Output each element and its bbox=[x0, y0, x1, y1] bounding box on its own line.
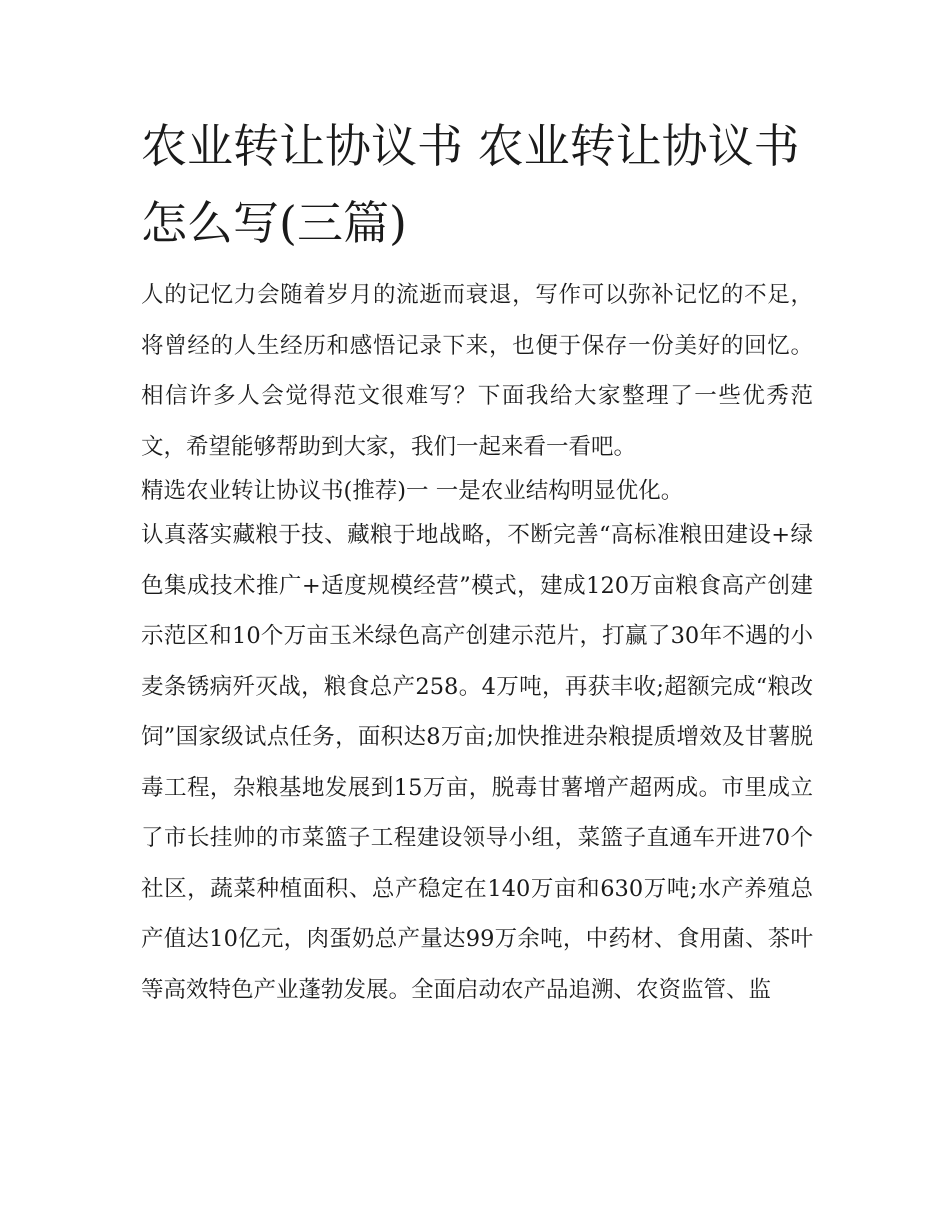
body-paragraph: 认真落实藏粮于技、藏粮于地战略，不断完善“高标准粮田建设+绿色集成技术推广+适度规模经营”模式，建成120万亩粮食高产创建示范区和10个万亩玉米绿色高产创建示范片，打赢了30年不遇的小麦条锈病歼灭战，粮食总产258。4万吨，再获丰收;超额完成“粮改饲”国家级试点任务，面积达8万亩;加快推进杂粮提质增效及甘薯脱毒工程，杂粮基地发展到15万亩，脱毒甘薯增产超两成。市里成立了市长挂帅的市菜篮子工程建设领导小组，菜篮子直通车开进70个社区，蔬菜种植面积、总产稳定在140万亩和630万吨;水产养殖总产值达10亿元，肉蛋奶总产量达99万余吨，中药材、食用菌、茶叶等高效特色产业蓬勃发展。全面启动农产品追溯、农资监管、监 bbox=[141, 522, 813, 1003]
document-title: 农业转让协议书 农业转让协议书怎么写(三篇) bbox=[141, 119, 800, 250]
document-body bbox=[141, 270, 813, 1015]
document-content bbox=[141, 108, 813, 1015]
section-heading-paragraph: 精选农业转让协议书(推荐)一 一是农业结构明显优化。 bbox=[141, 478, 684, 504]
intro-paragraph: 人的记忆力会随着岁月的流逝而衰退，写作可以弥补记忆的不足，将曾经的人生经历和感悟记录下来，也便于保存一份美好的回忆。相信许多人会觉得范文很难写？下面我给大家整理了一些优秀范文，希望能够帮助到大家，我们一起来看一看吧。 bbox=[141, 282, 813, 460]
